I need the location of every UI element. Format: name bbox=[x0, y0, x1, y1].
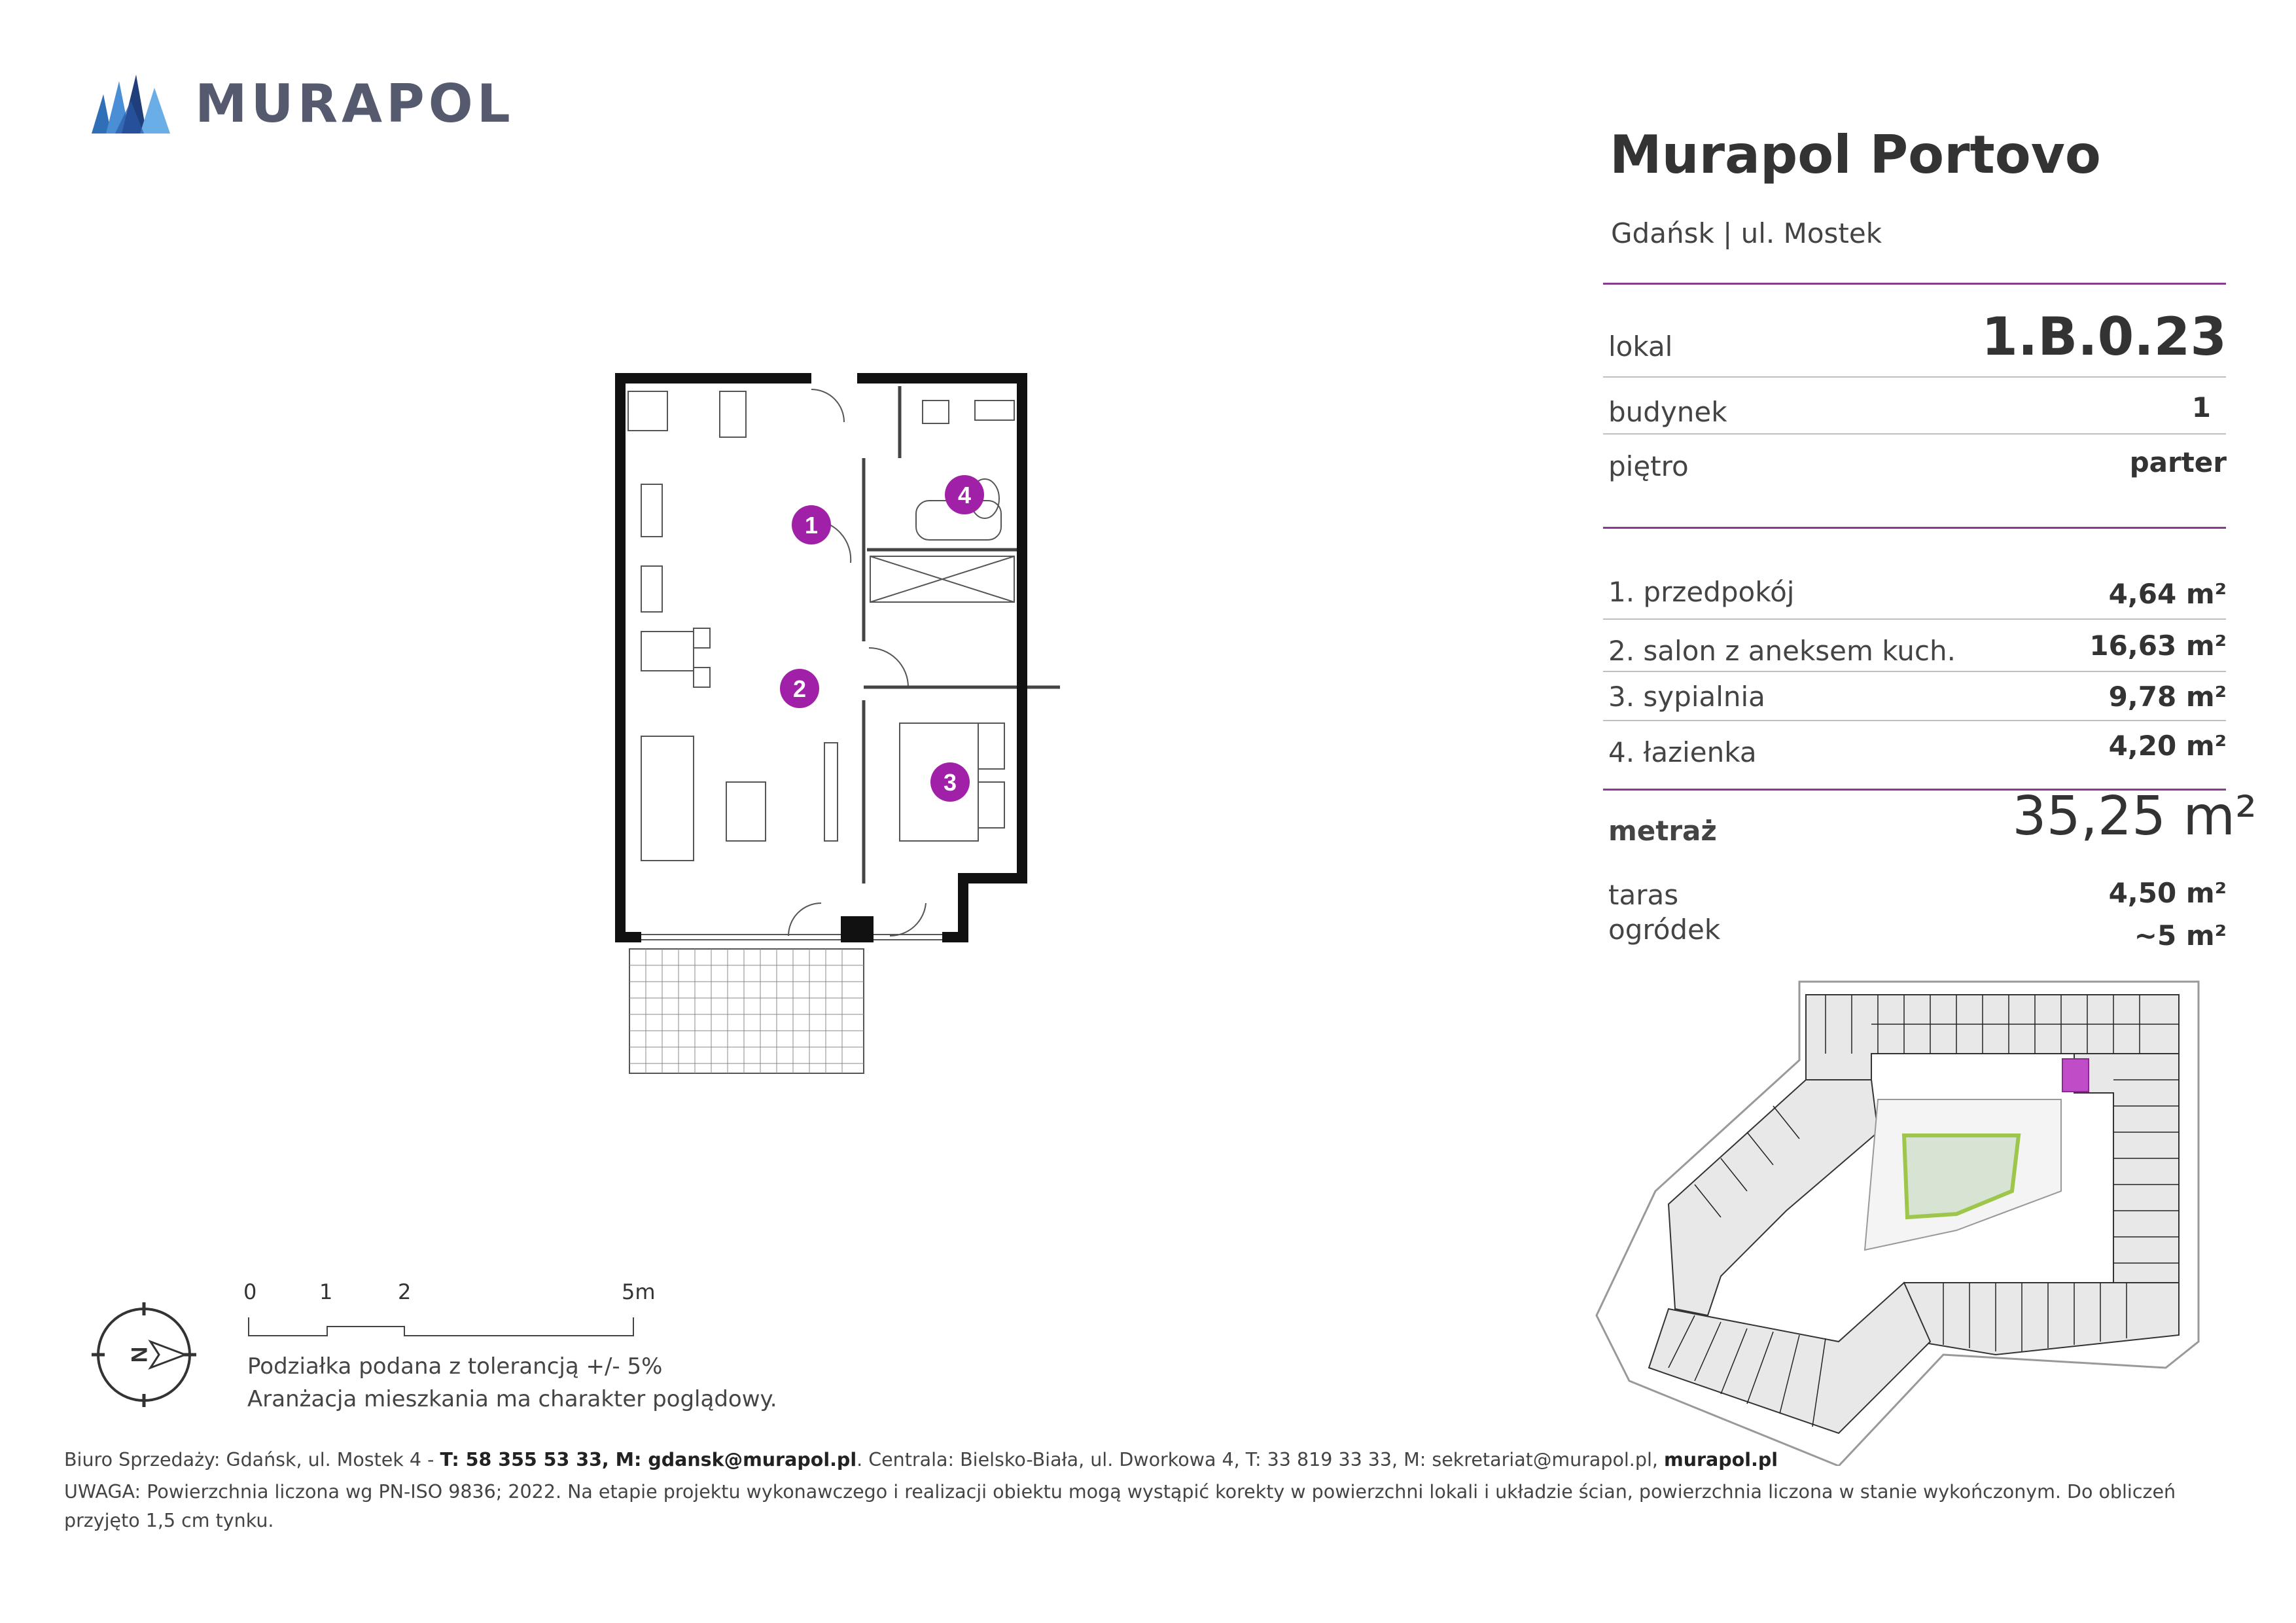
room-marker-4 bbox=[945, 475, 984, 514]
taras-label: taras bbox=[1608, 879, 1679, 911]
room-area: 16,63 m² bbox=[2089, 630, 2227, 662]
ogrodek-label: ogródek bbox=[1608, 914, 1721, 946]
total-label: metraż bbox=[1608, 815, 1717, 847]
room-marker-1 bbox=[792, 505, 831, 544]
room-label: 2. salon z aneksem kuch. bbox=[1608, 635, 1956, 667]
lokal-label: lokal bbox=[1608, 330, 1673, 363]
footer-text: Biuro Sprzedaży: Gdańsk, ul. Mostek 4 - bbox=[64, 1449, 440, 1471]
lokal-value: 1.B.0.23 bbox=[1981, 306, 2227, 367]
divider bbox=[1603, 671, 2226, 672]
room-area: 4,20 m² bbox=[2108, 730, 2227, 762]
footer-text: . Centrala: Bielsko-Biała, ul. Dworkowa 4, T: 33 819 33 33, M: sekretariat@murapol.pl, bbox=[857, 1449, 1664, 1471]
murapol-logo bbox=[92, 71, 514, 136]
footer-website-link[interactable]: murapol.pl bbox=[1664, 1449, 1778, 1471]
divider bbox=[1603, 433, 2226, 435]
scale-tick: 2 bbox=[398, 1279, 412, 1304]
svg-text:3: 3 bbox=[943, 769, 957, 796]
project-address: Gdańsk | ul. Mostek bbox=[1611, 217, 1882, 249]
budynek-value: 1 bbox=[2191, 391, 2211, 423]
divider bbox=[1603, 618, 2226, 620]
footer-disclaimer: UWAGA: Powierzchnia liczona wg PN-ISO 9836; 2022. Na etapie projektu wykonawczego i realizacji obiektu mogą wystąpić korekty w powierzchni lokali i układzie ścian, powierzchnia liczona w stanie wykończonym. Do obliczeń przyjęto 1,5 cm tynku. bbox=[64, 1481, 2176, 1531]
divider bbox=[1603, 376, 2226, 378]
footer-phone[interactable]: T: 58 355 53 33, M: gdansk@murapol.pl bbox=[440, 1449, 857, 1471]
floor-plan bbox=[615, 373, 1073, 1080]
divider bbox=[1603, 720, 2226, 721]
murapol-logo-icon bbox=[92, 75, 170, 134]
divider bbox=[1603, 283, 2226, 285]
pietro-label: piętro bbox=[1608, 450, 1689, 482]
svg-text:2: 2 bbox=[792, 675, 807, 702]
scale-bar bbox=[242, 1279, 661, 1351]
svg-text:N: N bbox=[126, 1346, 151, 1363]
room-marker-2 bbox=[780, 669, 819, 708]
room-marker-3 bbox=[930, 762, 970, 802]
budynek-label: budynek bbox=[1608, 396, 1727, 428]
room-label: 3. sypialnia bbox=[1608, 681, 1765, 713]
room-label: 4. łazienka bbox=[1608, 736, 1757, 768]
scale-tolerance-note: Podziałka podana z tolerancją +/- 5% bbox=[247, 1353, 663, 1380]
svg-text:4: 4 bbox=[957, 482, 972, 508]
footer-contact bbox=[64, 1449, 1778, 1471]
taras-value: 4,50 m² bbox=[2108, 877, 2227, 909]
room-label: 1. przedpokój bbox=[1608, 576, 1795, 608]
brand-name: MURAPOL bbox=[195, 73, 514, 134]
scale-tick: 5m bbox=[622, 1279, 656, 1304]
scale-tick: 1 bbox=[319, 1279, 333, 1304]
project-title: Murapol Portovo bbox=[1610, 124, 2101, 185]
ogrodek-value: ~5 m² bbox=[2134, 919, 2227, 952]
room-area: 4,64 m² bbox=[2108, 578, 2227, 610]
divider bbox=[1603, 527, 2226, 529]
compass-icon bbox=[88, 1299, 200, 1410]
highlighted-unit bbox=[2062, 1059, 2089, 1092]
site-plan bbox=[1590, 975, 2225, 1466]
scale-line bbox=[247, 1312, 640, 1338]
total-area: 35,25 m² bbox=[2012, 785, 2257, 847]
svg-text:1: 1 bbox=[804, 512, 819, 539]
scale-tick: 0 bbox=[243, 1279, 257, 1304]
pietro-value: parter bbox=[2129, 446, 2227, 478]
arrangement-note: Aranżacja mieszkania ma charakter poglądowy. bbox=[247, 1386, 777, 1412]
room-area: 9,78 m² bbox=[2108, 681, 2227, 713]
